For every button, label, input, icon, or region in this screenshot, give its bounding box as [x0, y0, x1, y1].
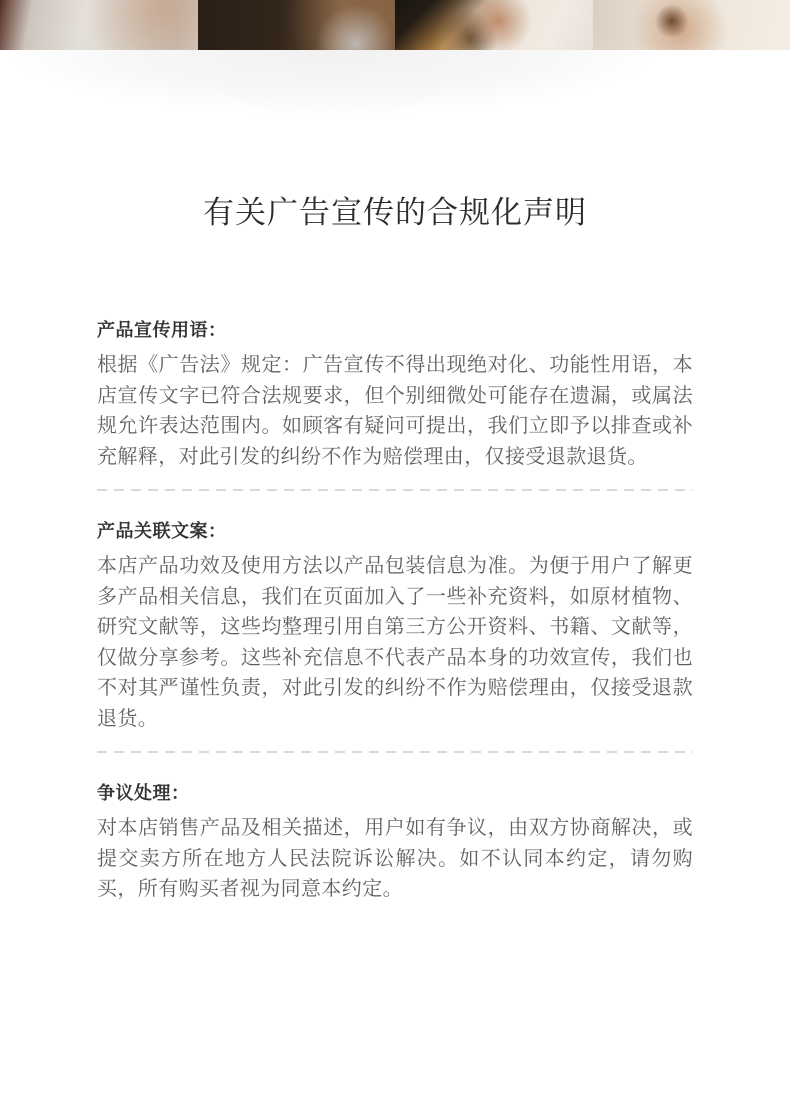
- section-heading-related-copy: 产品关联文案：: [97, 521, 227, 541]
- section-heading-promo-wording: 产品宣传用语：: [97, 320, 227, 340]
- banner-photo-clasped-hands-bottle: [593, 0, 790, 50]
- photo-strip: [0, 0, 790, 50]
- dashed-divider: [97, 751, 693, 753]
- banner-photo-long-dark-hair: [198, 0, 396, 50]
- page-title: 有关广告宣传的合规化声明: [203, 195, 587, 230]
- banner-arc-shadow: [0, 50, 790, 140]
- banner-photo-hands-writing: [395, 0, 593, 50]
- section-heading-dispute-resolution: 争议处理：: [97, 783, 190, 803]
- section-dispute-resolution: [97, 781, 693, 905]
- section-related-copy: [97, 519, 693, 734]
- banner-photo-model-in-white-blouse: [0, 0, 198, 50]
- statement-content: [97, 318, 693, 905]
- section-promo-wording: [97, 318, 693, 472]
- section-body-promo-wording: 根据《广告法》规定：广告宣传不得出现绝对化、功能性用语，本店宣传文字已符合法规要求，但个别细微处可能存在遗漏，或属法规允许表达范围内。如顾客有疑问可提出，我们立即予以排查或补充解释，对此引发的纠纷不作为赔偿理由，仅接受退款退货。: [97, 354, 693, 468]
- dashed-divider: [97, 489, 693, 491]
- section-body-dispute-resolution: 对本店销售产品及相关描述，用户如有争议，由双方协商解决，或提交卖方所在地方人民法院诉讼解决。如不认同本约定，请勿购买，所有购买者视为同意本约定。: [97, 817, 693, 900]
- section-body-related-copy: 本店产品功效及使用方法以产品包装信息为准。为便于用户了解更多产品相关信息，我们在页面加入了一些补充资料，如原材植物、研究文献等，这些均整理引用自第三方公开资料、书籍、文献等，仅做分享参考。这些补充信息不代表产品本身的功效宣传，我们也不对其严谨性负责，对此引发的纠纷不作为赔偿理由，仅接受退款退货。: [97, 555, 693, 730]
